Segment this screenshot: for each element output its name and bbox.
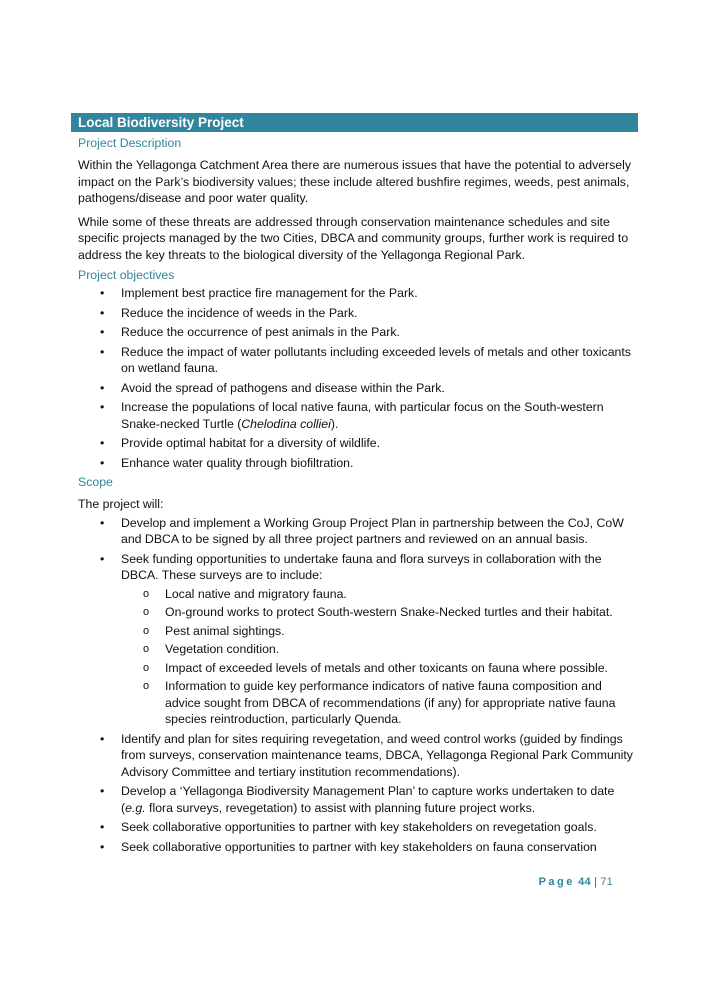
sub-bullet-icon: o <box>143 606 150 618</box>
page-label: Page <box>538 876 575 888</box>
list-item: • Seek collaborative opportunities to partner with key stakeholders on fauna conservation <box>100 839 597 854</box>
bullet-icon: • <box>100 436 105 450</box>
bullet-icon: • <box>100 515 105 530</box>
sub-bullet-icon: o <box>143 661 150 674</box>
sub-list-item: o Pest animal sightings. <box>143 623 285 638</box>
sub-list-item: o Information to guide key performance indicators of native fauna composition and advice sought from DBCA of recommendations (if any) for appropriate native fauna species reintroduction, particularly Quenda. <box>143 679 616 726</box>
bullet-icon: • <box>100 325 105 339</box>
bullet-icon: • <box>100 784 105 798</box>
list-item: • Seek funding opportunities to undertake fauna and flora surveys in collaboration with the DBCA. These surveys are to include: o Local native and migratory fauna. o On-ground works to protect South-western Snake-Necked turtles and their habitat. o Pest animal sightings. o Vegetation condition. o Impact of exceeded levels of metals and other toxicants on fauna where possible. o Information to guide key performance indicators of native fauna composition and advice sought from DBCA of recommendations (if any) for appropriate native fauna species reintroduction, particularly Quenda. <box>78 551 640 728</box>
description-paragraph-1: Within the Yellagonga Catchment Area there are numerous issues that have the potential to adversely impact on the Park’s biodiversity values; these include altered bushfire regimes, weeds, pest animals, pathogens/disease and poor water quality. <box>78 158 632 205</box>
page-separator: | <box>594 876 598 888</box>
scope-heading: Scope <box>78 475 113 489</box>
project-description-heading: Project Description <box>78 136 182 150</box>
sub-list-item: o Vegetation condition. <box>143 642 280 656</box>
list-item: • Develop a ‘Yellagonga Biodiversity Management Plan’ to capture works undertaken to date (e.g. flora surveys, revegetation) to assist with planning future project works. <box>100 784 615 815</box>
objectives-list <box>78 285 640 471</box>
sub-list-item: o Local native and migratory fauna. <box>143 586 347 601</box>
page-number: 44 <box>578 876 591 888</box>
description-paragraph-2: While some of these threats are addressed through conservation maintenance schedules and site specific projects managed by the two Cities, DBCA and community groups, further work is required to address the key threats to the biological diversity of the Yellagonga Regional Park. <box>78 214 629 262</box>
bullet-icon: • <box>100 455 105 470</box>
sub-list-item: o Impact of exceeded levels of metals and other toxicants on fauna where possible. <box>143 660 608 675</box>
sub-bullet-icon: o <box>143 587 150 600</box>
bullet-icon: • <box>100 400 105 414</box>
list-item: • Reduce the incidence of weeds in the Park. <box>100 305 358 320</box>
list-item: • Provide optimal habitat for a diversity of wildlife. <box>100 436 381 450</box>
list-item: • Seek collaborative opportunities to partner with key stakeholders on revegetation goals. <box>100 820 597 834</box>
list-item: • Implement best practice fire management for the Park. <box>100 286 418 300</box>
sub-list-item: o On-ground works to protect South-western Snake-Necked turtles and their habitat. <box>143 605 613 619</box>
section-title-banner: Local Biodiversity Project <box>71 113 638 132</box>
page-total: 71 <box>600 876 613 888</box>
bullet-icon: • <box>100 820 105 834</box>
sub-bullet-icon: o <box>143 680 150 692</box>
bullet-icon: • <box>100 380 105 395</box>
page-footer <box>539 876 613 888</box>
list-item: • Enhance water quality through biofiltration. <box>100 455 354 470</box>
scope-intro: The project will: <box>78 497 164 511</box>
bullet-icon: • <box>100 305 105 320</box>
bullet-icon: • <box>100 839 105 854</box>
bullet-icon: • <box>100 551 105 566</box>
bullet-icon: • <box>100 731 105 746</box>
project-objectives-heading: Project objectives <box>78 268 175 282</box>
list-item: • Reduce the occurrence of pest animals in the Park. <box>100 325 400 339</box>
bullet-icon: • <box>100 286 105 300</box>
species-name: Chelodina colliei <box>241 416 331 431</box>
list-item: • Avoid the spread of pathogens and disease within the Park. <box>100 380 445 395</box>
bullet-icon: • <box>100 344 105 359</box>
list-item: • Reduce the impact of water pollutants including exceeded levels of metals and other toxicants on wetland fauna. <box>100 344 631 375</box>
list-item: • Increase the populations of local native fauna, with particular focus on the South-western Snake-necked Turtle (Chelodina colliei). <box>100 400 604 431</box>
eg-abbreviation: e.g. <box>125 800 146 815</box>
list-item: • Identify and plan for sites requiring revegetation, and weed control works (guided by findings from surveys, conservation maintenance teams, DBCA, Yellagonga Regional Park Community Advisory Committee and tertiary institution recommendations). <box>100 731 633 779</box>
survey-sublist <box>121 586 640 728</box>
sub-bullet-icon: o <box>143 624 150 637</box>
scope-list <box>78 515 640 856</box>
page-content <box>78 113 640 858</box>
list-item: • Develop and implement a Working Group Project Plan in partnership between the CoJ, CoW and DBCA to be signed by all three project partners and reviewed on an annual basis. <box>100 515 624 546</box>
sub-bullet-icon: o <box>143 643 150 655</box>
